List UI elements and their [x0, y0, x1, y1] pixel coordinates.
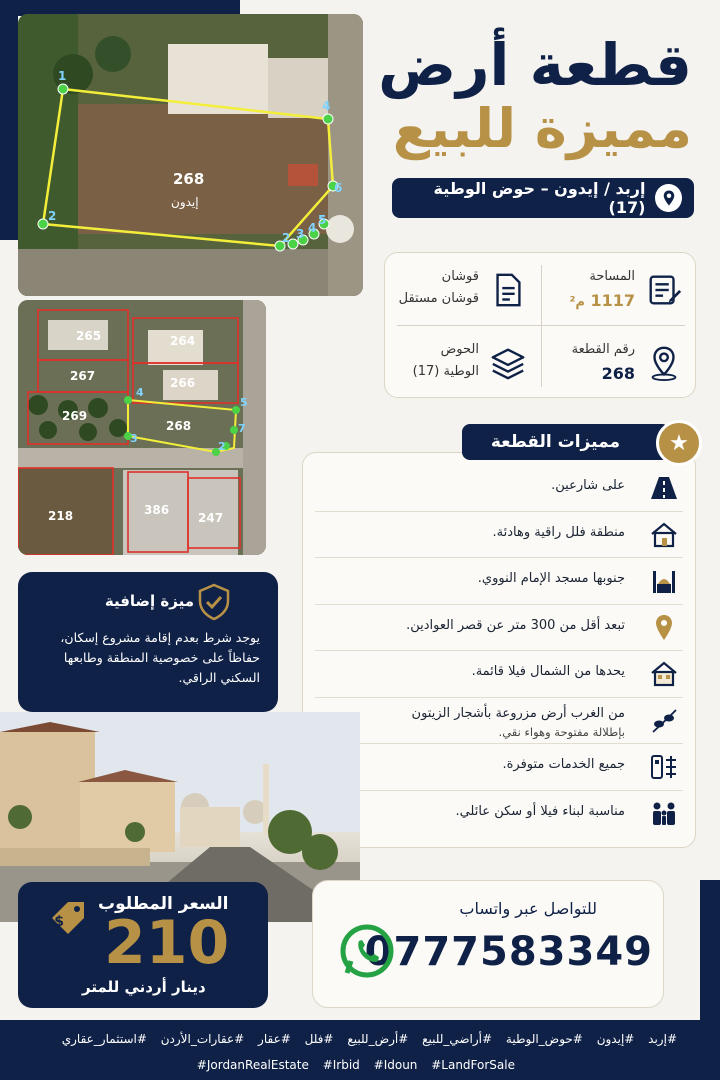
map-point-label: 5: [318, 213, 327, 227]
price-unit: دينار أردني للمتر: [82, 978, 206, 996]
plot-cell: [541, 326, 697, 398]
map-point-label: 4: [308, 221, 317, 235]
hashtag[interactable]: #LandForSale: [431, 1058, 515, 1072]
location-text: إربد / إيدون – حوض الوطية (17): [433, 179, 646, 217]
document-icon: [489, 271, 527, 309]
hashtag[interactable]: #Irbid: [322, 1058, 360, 1072]
feature-text: يحدها من الشمال فيلا قائمة.: [471, 664, 625, 679]
services-icon: [649, 752, 679, 782]
feature-item: [315, 651, 683, 698]
feature-item: [315, 744, 683, 791]
map-pin-icon: [645, 344, 683, 382]
location-pin-icon: [655, 184, 682, 212]
parcel-label: 266: [170, 376, 196, 390]
hashtags-arabic: [57, 1032, 682, 1046]
parcel-name-label: إيدون: [171, 195, 199, 209]
feature-text: مناسبة لبناء فيلا أو سكن عائلي.: [455, 803, 625, 819]
plot-value: 268: [601, 364, 635, 383]
plot-label: رقم القطعة: [571, 342, 635, 357]
feature-item: [315, 558, 683, 605]
parcel-label: 268: [166, 419, 192, 433]
feature-text: تبعد أقل من 300 متر عن قصر العوادين.: [406, 617, 625, 633]
hashtag[interactable]: #فلل: [304, 1032, 334, 1046]
parcel-label: 269: [62, 409, 88, 423]
hashtag[interactable]: #عقارات_الأردن: [160, 1032, 245, 1046]
hashtag[interactable]: #إربد: [648, 1032, 677, 1046]
parcel-label: 265: [76, 329, 102, 343]
hashtag[interactable]: #JordanRealEstate: [196, 1058, 309, 1072]
extra-feature-body: يوجد شرط بعدم إقامة مشروع إسكان، حفاظاً على خصوصية المنطقة وطابعها السكني الراقي.: [60, 630, 260, 685]
hashtags-english: [192, 1058, 520, 1072]
parcel-number-label: 268: [173, 170, 205, 188]
feature-item: [315, 465, 683, 512]
price-tag-icon: [46, 896, 90, 940]
price-box: [18, 882, 268, 1008]
feature-item: [315, 698, 683, 745]
map-point-label: 7: [238, 422, 246, 435]
feature-text: منطقة فلل راقية وهادئة.: [492, 524, 625, 540]
svg-text:$: $: [54, 914, 64, 930]
contact-label: للتواصل عبر واتساب: [459, 899, 597, 918]
layers-icon: [489, 344, 527, 382]
basin-label: الحوض: [440, 342, 479, 357]
map-pin-icon: [649, 613, 679, 643]
basin-cell: [385, 326, 541, 398]
area-label: المساحة: [589, 269, 635, 284]
parcel-label: 264: [170, 334, 196, 348]
location-bar: [392, 178, 694, 218]
phone-number[interactable]: 0777583349: [364, 929, 653, 975]
map-point-label: 2: [48, 209, 57, 223]
price-label: السعر المطلوب: [98, 894, 229, 914]
cadastral-map: [18, 300, 266, 555]
feature-item: [315, 605, 683, 652]
map-point-label: 3: [296, 227, 305, 241]
map-point-label: 3: [130, 432, 138, 445]
info-box: [384, 252, 696, 398]
map-point-label: 4: [322, 99, 331, 113]
basin-value: الوطية (17): [412, 364, 479, 379]
feature-text: من الغرب أرض مزروعة بأشجار الزيتون بإطلالة مفتوحة وهواء نقي.: [411, 705, 625, 739]
mosque-icon: [649, 566, 679, 596]
parcel-label: 386: [144, 503, 170, 517]
feature-text: جميع الخدمات متوفرة.: [502, 757, 625, 772]
map-point-label: 6: [334, 181, 343, 195]
contact-box: [312, 880, 664, 1008]
map-point-label: 2: [218, 440, 226, 453]
hashtag[interactable]: #عقار: [258, 1032, 291, 1046]
olive-icon: [649, 706, 679, 736]
villa-icon: [649, 659, 679, 689]
feature-text: على شارعين.: [551, 478, 625, 493]
hashtag[interactable]: #Idoun: [373, 1058, 418, 1072]
headline: [378, 32, 692, 158]
road-icon: [649, 473, 679, 503]
map-point-label: 4: [136, 386, 144, 399]
hashtag[interactable]: #أراضي_للبيع: [422, 1032, 493, 1046]
map-point-label: 2: [282, 231, 291, 245]
extra-feature-title: ميزة إضافية: [104, 592, 194, 610]
extra-feature-box: [18, 572, 278, 712]
map-point-label: 5: [240, 396, 248, 409]
feature-item: [315, 791, 683, 838]
hashtag[interactable]: #إيدون: [596, 1032, 635, 1046]
features-list: [302, 452, 696, 848]
parcel-label: 267: [70, 369, 96, 383]
feature-text: جنوبها مسجد الإمام النووي.: [477, 571, 625, 586]
hashtags-bar: [0, 1020, 720, 1080]
satellite-map-parcel: [18, 14, 363, 296]
family-icon: [649, 799, 679, 829]
area-cell: [541, 253, 697, 325]
headline-line-1: قطعة أرض: [378, 31, 692, 99]
deed-value: قوشان مستقل: [398, 291, 479, 306]
star-icon: ★: [656, 420, 702, 466]
features-title: مميزات القطعة: [462, 424, 670, 460]
corner-accent-left: [0, 0, 18, 240]
house-icon: [649, 520, 679, 550]
area-value: 1117 م²: [569, 291, 635, 310]
hashtag[interactable]: #حوض_الوطية: [505, 1032, 583, 1046]
price-value: 210: [104, 908, 230, 978]
corner-accent-right: [700, 880, 720, 1020]
map-point-label: 1: [58, 69, 67, 83]
shield-check-icon: [194, 582, 234, 622]
parcel-label: 247: [198, 511, 224, 525]
deed-cell: [385, 253, 541, 325]
hashtag[interactable]: #أرض_للبيع: [347, 1032, 409, 1046]
headline-line-2: مميزة للبيع: [392, 96, 692, 160]
deed-label: قوشان: [441, 269, 479, 284]
document-edit-icon: [645, 271, 683, 309]
feature-item: [315, 512, 683, 559]
parcel-label: 218: [48, 509, 74, 523]
whatsapp-icon[interactable]: [339, 923, 395, 979]
hashtag[interactable]: #استثمار_عقاري: [61, 1032, 147, 1046]
